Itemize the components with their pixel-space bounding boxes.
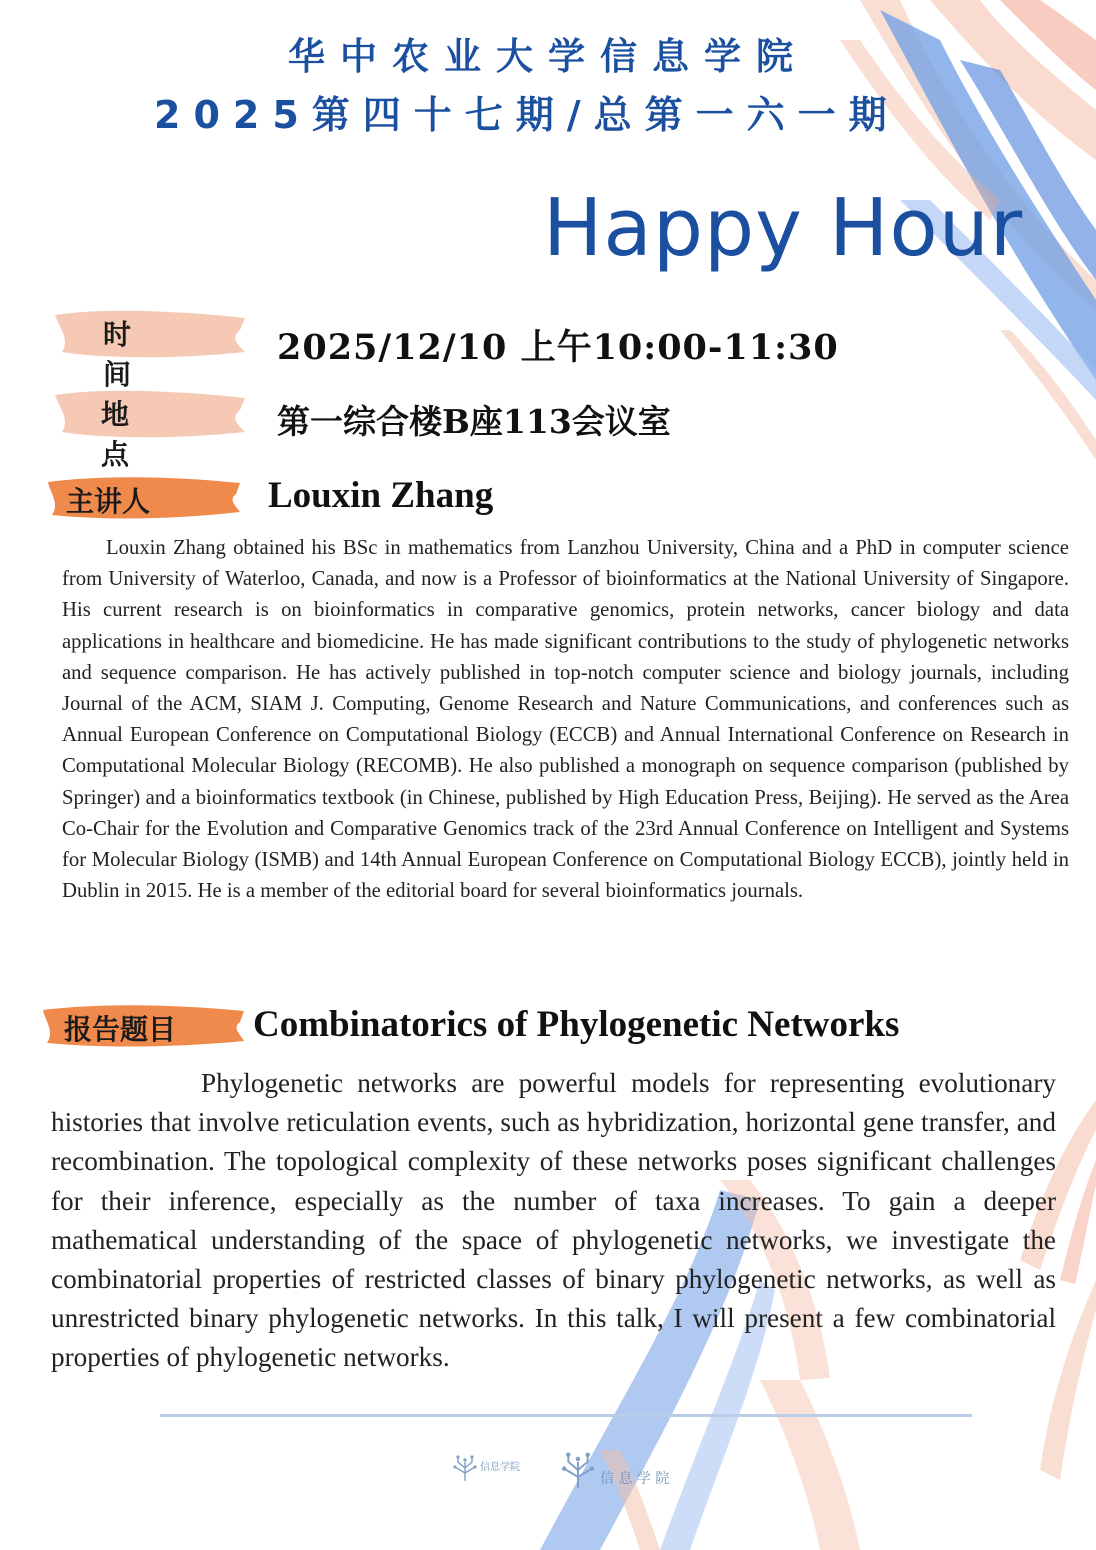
- divider-line: [160, 1414, 972, 1417]
- logo-large-text: 信 息 学 院: [600, 1471, 670, 1487]
- event-name: Happy Hour: [543, 182, 1024, 274]
- speaker-name: Louxin Zhang: [268, 475, 494, 516]
- issue-number: 2025第四十七期/总第一六一期: [154, 93, 900, 137]
- logo-small-text: 信息学院: [480, 1462, 520, 1473]
- college-title: 华中农业大学信息学院: [288, 35, 808, 78]
- tree-circuit-icon: [560, 1450, 596, 1490]
- place-value: 第一综合楼B座113会议室: [277, 402, 671, 441]
- speaker-label: 主讲人: [66, 485, 151, 518]
- talk-title: Combinatorics of Phylogenetic Networks: [253, 1004, 900, 1045]
- tree-circuit-icon: [452, 1454, 478, 1482]
- talk-label: 报告题目: [64, 1013, 177, 1046]
- time-label: 时间: [103, 318, 132, 391]
- talk-abstract: Phylogenetic networks are powerful models for representing evolutionary histories that involve reticulation events, such as hybridization, horizontal gene transfer, and recombination. The topological complexity of these networks poses significant challenges for their inference, especially as the number of taxa increases. To gain a deeper mathematical understanding of the space of phylogenetic networks, we investigate the combinatorial properties of restricted classes of binary phylogenetic networks, as well as unrestricted binary phylogenetic networks. In this talk, I will present a few combinatorial properties of phylogenetic networks.: [51, 1068, 1056, 1373]
- time-value: 2025/12/10 上午10:00-11:30: [277, 327, 839, 368]
- speaker-bio: Louxin Zhang obtained his BSc in mathematics from Lanzhou University, China and a PhD in computer science from University of Waterloo, Canada, and now is a Professor of bioinformatics at the National University of Singapore. His current research is on bioinformatics in comparative genomics, protein networks, cancer biology and data applications in healthcare and biomedicine. He has made significant contributions to the study of phylogenetic networks and sequence comparison. He has actively published in top-notch computer science and biology journals, including Journal of the ACM, SIAM J. Computing, Genome Research and Nature Communications, and conferences such as Annual European Conference on Computational Biology (ECCB) and Annual International Conference on Research in Computational Molecular Biology (RECOMB). He also published a monograph on sequence comparison (published by Springer) and a bioinformatics textbook (in Chinese, published by High Education Press, Beijing). He served as the Area Co‐Chair for the Evolution and Comparative Genomics track of the 23rd Annual Conference on Intelligent and Systems for Molecular Biology (ISMB) and 14th Annual European Conference on Computational Biology ECCB), jointly held in Dublin in 2015. He is a member of the editorial board for several bioinformatics journals.: [62, 537, 1069, 903]
- place-label: 地点: [101, 398, 130, 471]
- college-logo: [452, 1452, 692, 1502]
